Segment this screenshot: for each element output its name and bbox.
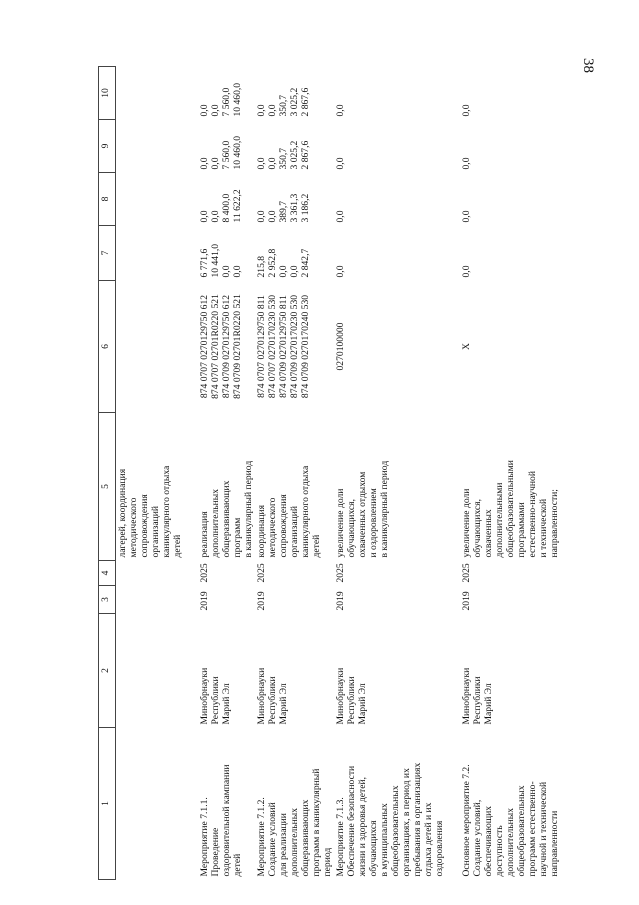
- column-header-8: 8: [99, 173, 116, 226]
- result-line: сопровождения: [277, 494, 289, 558]
- budget-code: 874 0709 0270129750 811: [277, 295, 289, 398]
- column-header-5: 5: [99, 413, 116, 561]
- executor-line: Марий Эл: [482, 683, 494, 725]
- activity-line: общеразвивающих: [299, 799, 311, 877]
- budget-code: 874 0707 0270129750 612: [198, 294, 210, 399]
- activity-line: оздоровления: [433, 820, 445, 877]
- amount-value: 0,0: [255, 157, 267, 170]
- result-cell: [198, 413, 255, 561]
- result-cell: [334, 413, 460, 561]
- budget-code: 0270100000: [334, 322, 346, 371]
- result-line: каникулярного отдыха: [299, 465, 311, 558]
- executor-line: Минобрнауки: [255, 667, 267, 725]
- column-header-6: 6: [99, 281, 116, 413]
- column-header-7: 7: [99, 226, 116, 281]
- end-year-cell: [255, 561, 334, 586]
- end-year-cell: [460, 561, 568, 586]
- result-line: увеличение доли: [334, 488, 346, 558]
- end-year: 2025: [334, 563, 346, 583]
- amount-value: 0,0: [198, 104, 210, 117]
- amount-value: 2 867,6: [299, 140, 311, 170]
- activity-line: период: [321, 847, 333, 877]
- amount-value: 0,0: [255, 104, 267, 117]
- end-year: 2025: [198, 563, 210, 583]
- activity-cell: [198, 728, 255, 880]
- amount-value: 2 867,6: [299, 87, 311, 117]
- activity-line: программ естественно-: [526, 781, 538, 877]
- result-line: охваченных: [482, 509, 494, 558]
- amount-value: 3 025,2: [288, 87, 300, 117]
- amount-value: 0,0: [288, 265, 300, 278]
- amount-col10-cell: [460, 67, 568, 120]
- column-header-2: 2: [99, 614, 116, 728]
- amount-value: 0,0: [266, 157, 278, 170]
- activity-line: Создание условий: [266, 802, 278, 877]
- amount-value: 0,0: [266, 210, 278, 223]
- executor-line: Республики: [209, 676, 221, 725]
- start-year: 2019: [460, 591, 472, 611]
- amount-col9-cell: [116, 120, 198, 173]
- amount-value: 10 460,0: [231, 82, 243, 117]
- activity-line: Мероприятие 7.1.2.: [255, 797, 267, 877]
- end-year-cell: [198, 561, 255, 586]
- amount-col10-cell: [255, 67, 334, 120]
- activity-line: для реализации: [277, 813, 289, 877]
- activity-line: Мероприятие 7.1.1.: [198, 797, 210, 877]
- executor-line: Минобрнауки: [198, 667, 210, 725]
- amount-value: 3 025,2: [288, 140, 300, 170]
- amount-col9-cell: [198, 120, 255, 173]
- activity-line: Обеспечение безопасности: [345, 765, 357, 877]
- budget-code: 874 0709 0270170240 530: [299, 294, 311, 399]
- result-line: и оздоровлением: [367, 488, 379, 558]
- table-row: [116, 67, 198, 880]
- amount-col8-cell: [255, 173, 334, 226]
- result-line: организаций: [150, 505, 161, 558]
- result-line: координация: [255, 504, 267, 558]
- activity-line: отдыха детей и их: [422, 802, 434, 877]
- executor-line: Марий Эл: [356, 683, 368, 725]
- budget-code: 874 0707 02701R0220 521: [209, 294, 221, 399]
- activity-line: обучающихся: [367, 820, 379, 877]
- page-number: 38: [580, 58, 596, 73]
- activity-line: общеобразовательных: [515, 785, 527, 877]
- executor-cell: [255, 614, 334, 728]
- activity-line: организациях, в период их: [400, 768, 412, 877]
- amount-value: 3 186,2: [299, 193, 311, 223]
- start-year: 2019: [198, 591, 210, 611]
- end-year-cell: [334, 561, 460, 586]
- amount-col8-cell: [334, 173, 460, 226]
- result-line: программами: [515, 502, 527, 558]
- amount-value: 0,0: [277, 265, 289, 278]
- amount-value: 10 460,0: [231, 135, 243, 170]
- column-header-3: 3: [99, 586, 116, 614]
- amount-value: 0,0: [231, 265, 243, 278]
- table-body: [116, 67, 568, 880]
- activity-line: общеобразовательных: [389, 785, 401, 877]
- table-row: [334, 67, 460, 880]
- amount-col10-cell: [116, 67, 198, 120]
- activity-line: жизни и здоровья детей,: [356, 777, 368, 877]
- column-header-4: 4: [99, 561, 116, 586]
- amount-col9-cell: [460, 120, 568, 173]
- activity-line: в муниципальных: [378, 803, 390, 877]
- budget-code: 874 0707 0270129750 811: [255, 295, 267, 398]
- amount-value: 0,0: [460, 157, 472, 170]
- activity-line: дополнительных: [288, 807, 300, 877]
- start-year-cell: [460, 586, 568, 614]
- result-line: обучающихся,: [471, 499, 483, 558]
- budget-code: 874 0707 0270170230 530: [266, 294, 278, 399]
- start-year-cell: [255, 586, 334, 614]
- activity-line: обеспечивающих: [482, 805, 494, 877]
- activity-line: Проведение: [209, 827, 221, 877]
- start-year: 2019: [334, 591, 346, 611]
- executor-cell: [460, 614, 568, 728]
- budget-code: 874 0709 0270129750 612: [220, 294, 232, 399]
- start-year-cell: [116, 586, 198, 614]
- executor-line: Республики: [345, 676, 357, 725]
- amount-col10-cell: [198, 67, 255, 120]
- result-line: дополнительных: [209, 488, 221, 558]
- start-year: 2019: [255, 591, 267, 611]
- activity-line: доступность: [493, 825, 505, 877]
- amount-value: 0,0: [334, 157, 346, 170]
- activity-line: пребывания в организациях: [411, 762, 423, 877]
- amount-col9-cell: [255, 120, 334, 173]
- budget-code: 874 0709 0270170230 530: [288, 294, 300, 399]
- budget-table: [98, 66, 568, 880]
- executor-line: Марий Эл: [220, 683, 232, 725]
- table-row: [198, 67, 255, 880]
- result-line: общеобразовательными: [504, 460, 516, 558]
- activity-line: Мероприятие 7.1.3.: [334, 797, 346, 877]
- result-line: программ: [231, 517, 243, 558]
- amount-value: 0,0: [255, 210, 267, 223]
- activity-line: Создание условий,: [471, 799, 483, 877]
- result-cell: [116, 413, 198, 561]
- table-row: [255, 67, 334, 880]
- end-year-cell: [116, 561, 198, 586]
- amount-value: 0,0: [209, 104, 221, 117]
- result-cell: [255, 413, 334, 561]
- executor-line: Минобрнауки: [460, 667, 472, 725]
- amount-value: 0,0: [209, 210, 221, 223]
- end-year: 2025: [460, 563, 472, 583]
- column-header-9: 9: [99, 120, 116, 173]
- result-line: методического: [266, 497, 278, 558]
- amount-value: 7 560,0: [220, 87, 232, 117]
- amount-value: 3 361,3: [288, 193, 300, 223]
- activity-cell: [460, 728, 568, 880]
- result-line: обучающихся,: [345, 499, 357, 558]
- result-line: общеразвивающих: [220, 480, 232, 558]
- executor-line: Минобрнауки: [334, 667, 346, 725]
- amount-value: 0,0: [266, 104, 278, 117]
- budget-code: Х: [460, 343, 472, 350]
- result-line: организаций: [288, 505, 300, 558]
- activity-line: детей: [231, 853, 243, 877]
- amount-col9-cell: [334, 120, 460, 173]
- activity-cell: [334, 728, 460, 880]
- activity-line: Основное мероприятие 7.2.: [460, 764, 472, 877]
- amount-value: 10 441,0: [209, 243, 221, 278]
- amount-value: 0,0: [460, 210, 472, 223]
- budget-code-cell: [460, 281, 568, 413]
- amount-value: 7 560,0: [220, 140, 232, 170]
- result-line: каникулярного отдыха: [161, 465, 172, 558]
- result-line: лагерей, координация: [117, 468, 128, 558]
- amount-col7-cell: [334, 226, 460, 281]
- result-line: сопровождения: [139, 494, 150, 558]
- executor-line: Республики: [266, 676, 278, 725]
- amount-col8-cell: [198, 173, 255, 226]
- budget-code-cell: [334, 281, 460, 413]
- amount-value: 0,0: [460, 104, 472, 117]
- result-line: дополнительными: [493, 482, 505, 558]
- amount-value: 0,0: [198, 157, 210, 170]
- activity-line: оздоровительной кампании: [220, 764, 232, 877]
- amount-value: 8 400,0: [220, 193, 232, 223]
- amount-col10-cell: [334, 67, 460, 120]
- amount-col8-cell: [116, 173, 198, 226]
- amount-value: 0,0: [334, 210, 346, 223]
- amount-col7-cell: [460, 226, 568, 281]
- activity-line: научной и технической: [537, 781, 549, 877]
- column-header-1: 1: [99, 728, 116, 880]
- result-line: в каникулярный период: [242, 460, 254, 558]
- rotated-table-sheet: [98, 67, 560, 880]
- amount-value: 11 622,2: [231, 189, 243, 223]
- executor-cell: [116, 614, 198, 728]
- result-line: направленности;: [548, 489, 560, 558]
- amount-col7-cell: [116, 226, 198, 281]
- executor-line: Марий Эл: [277, 683, 289, 725]
- result-line: детей: [310, 534, 322, 558]
- start-year-cell: [334, 586, 460, 614]
- executor-line: Республики: [471, 676, 483, 725]
- amount-value: 2 842,7: [299, 248, 311, 278]
- result-cell: [460, 413, 568, 561]
- result-line: в каникулярный период: [378, 460, 390, 558]
- amount-value: 350,7: [277, 147, 289, 170]
- amount-value: 215,8: [255, 255, 267, 278]
- result-line: увеличение доли: [460, 488, 472, 558]
- activity-cell: [255, 728, 334, 880]
- budget-code-cell: [116, 281, 198, 413]
- budget-code: 874 0709 02701R0220 521: [231, 294, 243, 399]
- amount-col8-cell: [460, 173, 568, 226]
- result-line: детей: [172, 534, 183, 558]
- executor-cell: [334, 614, 460, 728]
- result-line: охваченных отдыхом: [356, 471, 368, 558]
- activity-line: дополнительных: [504, 807, 516, 877]
- budget-code-cell: [198, 281, 255, 413]
- activity-line: программ в каникулярный: [310, 768, 322, 877]
- amount-value: 350,7: [277, 94, 289, 117]
- table-row: [460, 67, 568, 880]
- amount-value: 0,0: [334, 104, 346, 117]
- amount-value: 0,0: [220, 265, 232, 278]
- amount-value: 0,0: [209, 157, 221, 170]
- activity-line: направленности: [548, 810, 560, 877]
- activity-cell: [116, 728, 198, 880]
- executor-cell: [198, 614, 255, 728]
- result-line: и технической: [537, 498, 549, 558]
- column-header-10: 10: [99, 67, 116, 120]
- amount-value: 0,0: [460, 265, 472, 278]
- amount-value: 389,7: [277, 200, 289, 223]
- result-line: методического: [128, 497, 139, 558]
- amount-value: 0,0: [334, 265, 346, 278]
- amount-value: 6 771,6: [198, 248, 210, 278]
- result-line: естественно-научной: [526, 471, 538, 558]
- end-year: 2025: [255, 563, 267, 583]
- budget-code-cell: [255, 281, 334, 413]
- start-year-cell: [198, 586, 255, 614]
- header-row: [99, 67, 116, 880]
- amount-value: 0,0: [198, 210, 210, 223]
- amount-col7-cell: [255, 226, 334, 281]
- amount-col7-cell: [198, 226, 255, 281]
- amount-value: 2 952,8: [266, 248, 278, 278]
- result-line: реализация: [198, 511, 210, 558]
